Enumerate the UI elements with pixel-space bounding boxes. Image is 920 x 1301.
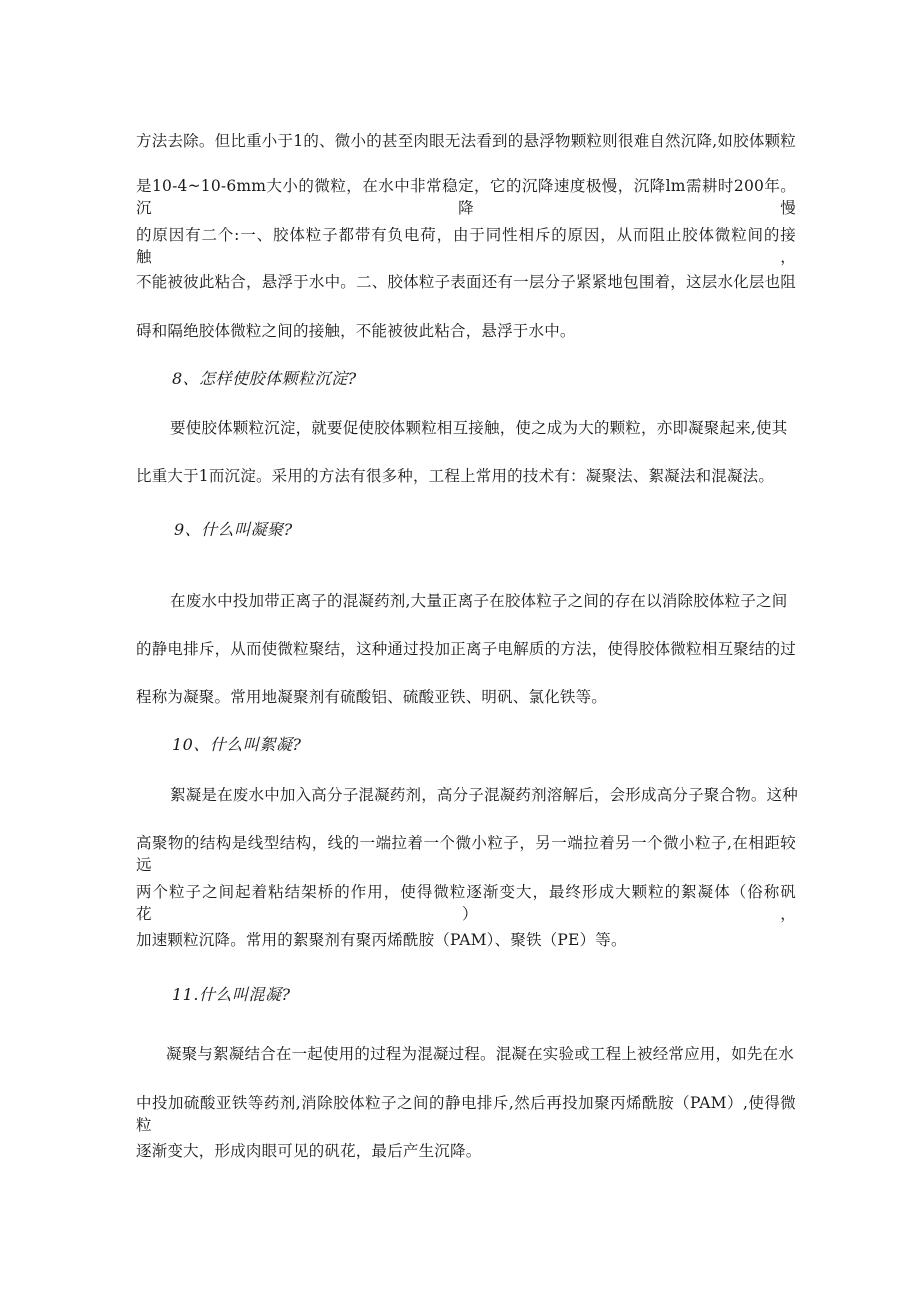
section-8-line-2: 比重大于1而沉淀。采用的方法有很多种，工程上常用的技术有：凝聚法、絮凝法和混凝法。	[136, 467, 775, 485]
section-11-line-2: 中投加硫酸亚铁等药剂,消除胶体粒子之间的静电排斥,然后再投加聚丙烯酰胺（PAM）,使得微粒	[136, 1094, 796, 1134]
section-10-line-4: 加速颗粒沉降。常用的絮聚剂有聚丙烯酰胺（PAM）、聚铁（PE）等。	[136, 931, 627, 949]
intro-line-2: 是10-4~10-6mm大小的微粒，在水中非常稳定，它的沉降速度极慢，沉降lm需耕时200年。沉降慢	[136, 177, 796, 217]
intro-line-5: 碍和隔绝胶体微粒之间的接触，不能被彼此粘合，悬浮于水中。	[136, 322, 576, 340]
intro-line-3: 的原因有二个:一、胶体粒子都带有负电荷，由于同性相斥的原因，从而阻止胶体微粒间的接触，	[136, 226, 796, 266]
section-11-line-1: 凝聚与絮凝结合在一起使用的过程为混凝过程。混凝在实验或工程上被经常应用，如先在水	[166, 1045, 795, 1063]
section-9-line-3: 程称为凝聚。常用地凝聚剂有硫酸铝、硫酸亚铁、明矾、氯化铁等。	[136, 688, 608, 706]
section-9-line-1: 在废水中投加带正离子的混凝药剂,大量正离子在胶体粒子之间的存在以消除胶体粒子之间	[170, 592, 788, 610]
section-10-line-3: 两个粒子之间起着粘结架桥的作用，使得微粒逐渐变大，最终形成大颗粒的絮凝体（俗称矾花），	[136, 883, 796, 923]
section-10-line-2: 高聚物的结构是线型结构，线的一端拉着一个微小粒子，另一端拉着另一个微小粒子,在相距较远	[136, 834, 796, 874]
section-8-line-1: 要使胶体颗粒沉淀，就要促使胶体颗粒相互接触，使之成为大的颗粒，亦即凝聚起来,使其	[170, 419, 788, 437]
section-9-heading: 9、什么叫凝聚?	[174, 520, 293, 539]
section-10-line-1: 絮凝是在废水中加入高分子混凝药剂，高分子混凝药剂溶解后，会形成高分子聚合物。这种	[170, 786, 799, 804]
section-11-heading: 11.什么叫混凝?	[172, 985, 291, 1004]
section-8-heading: 8、怎样使胶体颗粒沉淀?	[172, 369, 357, 388]
section-11-line-3: 逐渐变大，形成肉眼可见的矾花，最后产生沉降。	[136, 1142, 482, 1160]
section-9-line-2: 的静电排斥，从而使微粒聚结，这种通过投加正离子电解质的方法，使得胶体微粒相互聚结的过	[136, 640, 796, 658]
intro-line-1: 方法去除。但比重小于1的、微小的甚至肉眼无法看到的悬浮物颗粒则很难自然沉降,如胶体颗粒	[136, 132, 796, 150]
section-10-heading: 10、什么叫絮凝?	[172, 735, 302, 754]
intro-line-4: 不能被彼此粘合，悬浮于水中。二、胶体粒子表面还有一层分子紧紧地包围着，这层水化层也阻	[136, 273, 796, 291]
